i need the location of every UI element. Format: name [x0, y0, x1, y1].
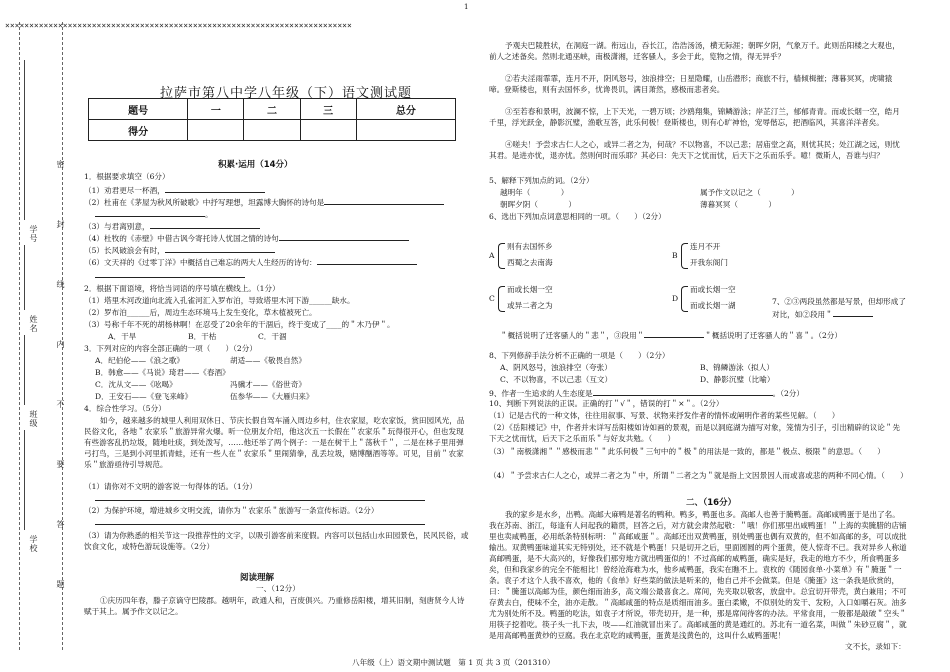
- score-cell[interactable]: [188, 120, 244, 141]
- brace-icon: [681, 286, 688, 312]
- score-row-label: 得分: [89, 120, 188, 141]
- answer-blank[interactable]: [644, 328, 704, 338]
- q3-option-d1: D．王安石——《登飞来峰》: [95, 392, 193, 401]
- question-1-2: （2）杜甫在《茅屋为秋风所破歌》中抒写理想，坦露博大胸怀的诗句是: [84, 198, 325, 207]
- score-header-cell: 总分: [356, 99, 455, 120]
- q6-b-line2: 开我东阁门: [690, 258, 728, 267]
- question-1-1: （1）劝君更尽一杯酒，: [84, 186, 165, 195]
- answer-blank[interactable]: [95, 207, 205, 217]
- question-10: 10、判断下列说法的正误。正确的打＂√＂，错误的打＂×＂。（2分）: [489, 399, 724, 408]
- question-1-5: （5）长风破浪会有时，: [84, 246, 165, 255]
- answer-blank[interactable]: [593, 386, 773, 396]
- reading-part-2-title: 二、（16分）: [686, 498, 737, 508]
- q8-option-d: D、静影沉璧（比喻）: [700, 375, 775, 384]
- answer-blank[interactable]: [324, 195, 444, 205]
- q6-a-line2: 西蜀之去南海: [507, 258, 553, 267]
- question-2-3: （3）号称千年不死的胡杨林啊！在忍受了20余年的干涸后，终于变成了____的＂木乃伊＂。: [84, 320, 395, 329]
- q6-option-a-label: A: [489, 251, 495, 260]
- reading-passage-p3: ③至若春和景明，波澜不惊，上下天光，一碧万顷；沙鸥翔集，锦鳞游泳；岸芷汀兰，郁郁青青。而或长烟一空，皓月千里，浮光跃金，静影沉璧，渔歌互答，此乐何极！登斯楼也，则有心旷神怡，宠辱偕忘，把酒临风，其喜洋洋者矣。: [489, 107, 900, 127]
- seal-char-7: 答: [56, 520, 65, 529]
- question-4-1: （1）请你对不文明的游客说一句得体的话。（1分）: [84, 482, 257, 491]
- q5-item-c: 朝晖夕阴（ ）: [500, 200, 576, 209]
- brace-icon: [498, 286, 505, 312]
- q6-option-c-label: C: [489, 294, 495, 303]
- q3-option-a2: 胡适——《敬畏自然》: [230, 356, 306, 365]
- question-9-end: 。（2分）: [772, 389, 804, 398]
- section-title-accumulation: 积累·运用（14分）: [218, 160, 293, 170]
- page-title: 拉萨市第八中学八年级（下）语文测试题: [160, 86, 413, 101]
- q8-option-b: B、锦鳞游泳（拟人）: [700, 363, 774, 372]
- score-table: [88, 98, 456, 141]
- q6-b-line1: 连月不开: [690, 242, 721, 251]
- brace-icon: [498, 243, 505, 269]
- page-number: 1: [464, 3, 469, 11]
- question-1-2-end: 。: [205, 210, 213, 219]
- seal-char-1: 密: [56, 160, 65, 169]
- q3-option-b: B．韩愈——《马说》琦君——《春酒》: [95, 368, 230, 377]
- reading-passage-p1: ①庆历四年春，滕子京谪守巴陵郡。越明年，政通人和，百废俱兴。乃重修岳阳楼，增其旧制，刻唐贤今人诗赋于其上。属予作文以记之。: [84, 596, 465, 616]
- option-a: A．干旱: [108, 332, 137, 341]
- reading-passage-tail: 文不长，录如下：: [845, 642, 906, 651]
- q6-c-line2: 或异二者之为: [507, 301, 553, 310]
- question-7: [772, 296, 912, 320]
- question-1-6: （6）文天祥的《过零丁洋》中概括自己难忘的两大人生经历的诗句：: [84, 258, 317, 267]
- question-6: 6、选出下列加点词意思相同的一项。（ ）（2分）: [489, 212, 666, 221]
- answer-line[interactable]: [95, 500, 425, 501]
- q6-option-d-label: D: [672, 294, 679, 303]
- answer-blank[interactable]: [833, 307, 873, 317]
- seal-char-8: 题: [56, 580, 65, 589]
- xingming-fill-line: [24, 245, 25, 310]
- q8-option-c: C、不以物喜，不以己悲（互文）: [500, 375, 613, 384]
- xuehao-fill-line: [24, 60, 25, 220]
- reading-passage-p1-cont: 予观夫巴陵胜状，在洞庭一湖。衔远山，吞长江，浩浩汤汤，横无际涯；朝晖夕阴，气象万千。此则岳阳楼之大观也，前人之述备矣。然则北通巫峡，南极潇湘，迁客骚人，多会于此，览物之情，得无异乎？: [489, 41, 900, 61]
- seal-dashed-line: [62, 22, 63, 650]
- q6-a-line1: 则有去国怀乡: [507, 242, 553, 251]
- seal-char-3: 线: [56, 280, 65, 289]
- q3-option-d2: 伍参华——《大雁归来》: [230, 392, 314, 401]
- reading-part-1-title: 一、（12分）: [256, 584, 300, 593]
- question-9: 9、作者一生追求的人生态度是: [489, 389, 593, 398]
- seal-char-4: 内: [56, 340, 65, 349]
- question-10-3: （3）＂南极潇湘＂＂感极而悲＂＂此乐何极＂三句中的＂极＂的用法是一致的，都是＂极点、极限＂的意思。（ ）: [489, 447, 885, 456]
- q3-option-c2: 冯骥才——《俗世奇》: [230, 380, 306, 389]
- label-xingming: 姓名: [29, 315, 38, 333]
- seal-char-6: 要: [56, 460, 65, 469]
- question-7-text-c: ＂概括说明了迁客骚人的＂喜＂。（2分）: [704, 331, 842, 340]
- page-footer: 八年级（上）语文期中测试题 第 1 页 共 3 页（201310）: [352, 658, 555, 667]
- question-4-3: （3）请为你熟悉的相关节这一段推荐性的文字，以吸引游客前来度假。内容可以包括山水田园景色，民风民俗，或饮食文化，或特色游玩设施等。（2分）: [84, 531, 469, 551]
- question-8: 8、下列修辞手法分析不正确的一项是（ ）（2分）: [489, 351, 670, 360]
- question-2-1: （1）塔里木河改道向北流入孔雀河汇入罗布泊，导致塔里木河下游______缺水。: [84, 296, 355, 305]
- question-5: 5、解释下列加点的词。（2分）: [489, 176, 594, 185]
- answer-blank[interactable]: [150, 219, 260, 229]
- q3-option-a1: A．纪伯伦——《浪之歌》: [95, 356, 185, 365]
- label-xuexiao: 学校: [29, 535, 38, 553]
- binding-cross-column: ××××××××××××××××××××××××××××××××××××××××××××××××××××××××××××××××××××××××: [5, 21, 352, 30]
- question-2-2: （2）罗布泊______后，周边生态环境马上发生变化，草木植被死亡。: [84, 308, 317, 317]
- q5-item-d: 薄暮冥冥（ ）: [700, 200, 776, 209]
- question-1-4: （4）杜牧的《赤壁》中借古讽今寄托诗人忧国之情的诗句: [84, 234, 279, 243]
- score-header-cell: 二: [244, 99, 300, 120]
- seal-char-2: 封: [56, 220, 65, 229]
- question-2: 2．根据下面语境，将恰当词语的序号填在横线上。（1分）: [84, 284, 280, 293]
- q8-option-a: A、阴风怒号，浊浪排空（夸张）: [500, 363, 612, 372]
- reading-passage-p4: ④嗟夫！予尝求古仁人之心，或异二者之为，何哉？不以物喜，不以己悲；居庙堂之高，则忧其民；处江湖之远，则忧其君。是进亦忧，退亦忧。然则何时而乐耶？其必曰：先天下之忧而忧，后天下之乐而乐乎。噫！微斯人，吾谁与归？: [489, 140, 900, 160]
- answer-line[interactable]: [95, 524, 425, 525]
- question-4: 4．综合性学习。（5分）: [84, 404, 166, 413]
- question-4-2: （2）为保护环境，增进城乡文明交流，请你为＂农家乐＂旅游写一条宣传标语。（2分）: [84, 506, 379, 515]
- section-title-reading: 阅读理解: [240, 573, 275, 583]
- q6-c-line1: 而或长烟一空: [507, 285, 553, 294]
- q6-option-b-label: B: [672, 251, 678, 260]
- label-xuehao: 学号: [29, 225, 38, 243]
- seal-char-5: 不: [56, 400, 65, 409]
- score-table-header-row: [89, 99, 456, 120]
- question-3: 3．下列对应的内容全部正确的一项（ ）（2分）: [84, 344, 257, 353]
- reading-passage-duck-eggs: 我的家乡是水乡，出鸭。高邮大麻鸭是著名的鸭种。鸭多，鸭蛋也多。高邮人也善于腌鸭蛋。高邮咸鸭蛋于是出了名。我在苏南、浙江，每逢有人问起我的籍贯，回答之后，对方就会肃然起敬：＂哦！你们那里出咸鸭蛋！＂上海的卖腌腊的店铺里也卖咸鸭蛋，必用纸条特别标明：＂高邮咸蛋＂。高邮还出双黄鸭蛋，别处鸭蛋也偶有双黄的，但不如高邮的多，可以成批输出。双黄鸭蛋味道其实无特别处，还不就是个鸭蛋！只是切开之后，里面圆圆的两个蛋黄，使人惊奇不已。我对异乡人称道高邮鸭蛋，是不大高兴的，好像我们那穷地方就出鸭蛋似的！不过高邮的咸鸭蛋，确实是好，我走的地方不少，所食鸭蛋多矣，但和我家乡的完全不能相比！曾经沧海难为水，他乡咸鸭蛋，我实在瞧不上。袁枚的《随园食单·小菜单》有＂腌蛋＂一条。袁子才这个人我不喜欢，他的《食单》好些菜的做法是听来的，他自己并不会做菜。但是《腌蛋》这一条我是欣赏的，曰：＂腌蛋以高邮为佳，颜色细而油多，高文端公最喜食之。席间，先夹取以敬客，放盘中。总宜切开带壳，黄白兼用；不可存黄去白，使味不全，油亦走散。＂高邮咸蛋的特点是质细而油多。蛋白柔嫩，不似别处的发干、发粉，入口如嚼石灰。油多尤为别处所不及。鸭蛋的吃法，如袁子才所说，带壳切开，是一种，那是席间待客的办法。平常食用，一般都是敲破＂空头＂用筷子挖着吃。筷子头一扎下去，吱——红油就冒出来了。高邮咸蛋的黄是通红的。苏北有一道名菜，叫做＂朱砂豆腐＂，就是用高邮鸭蛋黄炒的豆腐。我在北京吃的咸鸭蛋，蛋黄是浅黄色的，这叫什么咸鸭蛋呢！: [489, 510, 907, 640]
- score-cell[interactable]: [356, 120, 455, 141]
- score-header-cell: 一: [188, 99, 244, 120]
- q6-d-line2: 而或长烟一湖: [690, 301, 736, 310]
- binding-dashed-line: [19, 22, 20, 650]
- xuexiao-fill-line: [24, 430, 25, 530]
- banji-fill-line: [24, 335, 25, 405]
- option-c: C．干涸: [258, 332, 287, 341]
- answer-blank[interactable]: [279, 231, 409, 241]
- q5-item-a: 越明年（ ）: [500, 188, 569, 197]
- q3-option-c1: C．沈从文——《吆喝》: [95, 380, 177, 389]
- question-7-text: 7、②③两段虽然都是写景，但却形成了对比，如②段用＂: [772, 297, 906, 319]
- question-4-passage: 如今，越来越多的城里人利用双休日、节庆长假自驾车涌入周边乡村，住农家屋，吃农家饭，赏田园风光，品民俗文化，各地＂农家乐＂旅游异常火爆。听一位朋友介绍，他这次五一长假在＂农家乐＂玩得很开心，但也发现有些游客乱扔垃圾，随地吐痰，到处泼写，……他还举了两个例子：一是在树干上＂荡秋千＂，二是在林子里用弹弓打鸟，三是到小河里抓青蛙，还有一些人在＂农家乐＂里闹猜拳，乱丢垃圾，赌博酗酒等等。可见，目前＂农家乐＂旅游亟待引导规范。: [84, 416, 465, 469]
- label-banji: 班级: [29, 410, 38, 428]
- score-cell[interactable]: [300, 120, 356, 141]
- answer-blank[interactable]: [165, 243, 275, 253]
- answer-blank[interactable]: [317, 255, 417, 265]
- answer-blank[interactable]: [165, 183, 265, 193]
- reading-passage-p2: ②若夫淫雨霏霏，连月不开，阴风怒号，浊浪排空；日星隐耀，山岳潜形；商旅不行，樯倾楫摧；薄暮冥冥，虎啸猿啼。登斯楼也，则有去国怀乡，忧谗畏讥，满目萧然，感极而悲者矣。: [489, 74, 893, 94]
- question-10-4: （4）＂予尝求古仁人之心，或异二者之为＂中，所谓＂二者之为＂就是指上文因景因人而或喜或悲的两种不同心情。（ ）: [489, 471, 908, 480]
- score-table-score-row: [89, 120, 456, 141]
- question-1: 1．根据要求填空（6分）: [84, 172, 170, 181]
- brace-icon: [681, 243, 688, 269]
- q5-item-b: 属予作文以记之（ ）: [700, 188, 799, 197]
- score-cell[interactable]: [244, 120, 300, 141]
- question-1-3: （3）与君离别意，: [84, 222, 150, 231]
- q6-d-line1: 而或长烟一空: [690, 285, 736, 294]
- score-header-cell: 三: [300, 99, 356, 120]
- answer-line[interactable]: [95, 277, 245, 278]
- option-b: B．干枯: [188, 332, 217, 341]
- question-10-2: （2）《岳阳楼记》中，作者并未详写岳阳楼如诗如画的景观，而是以洞庭湖为描写对象，笼情为引子，引出精辟的议论＂先下天之忧而忧，后天下之乐而乐＂与好友共勉。（ ）: [489, 423, 901, 443]
- question-10-1: （1）记是古代的一种文体，往往用叙事、写景、状物来抒发作者的情怀或阐明作者的某些见解。（ ）: [489, 411, 840, 420]
- question-7-text-b: ＂概括说明了迁客骚人的＂悲＂，③段用＂: [500, 331, 645, 340]
- score-header-cell: 题号: [89, 99, 188, 120]
